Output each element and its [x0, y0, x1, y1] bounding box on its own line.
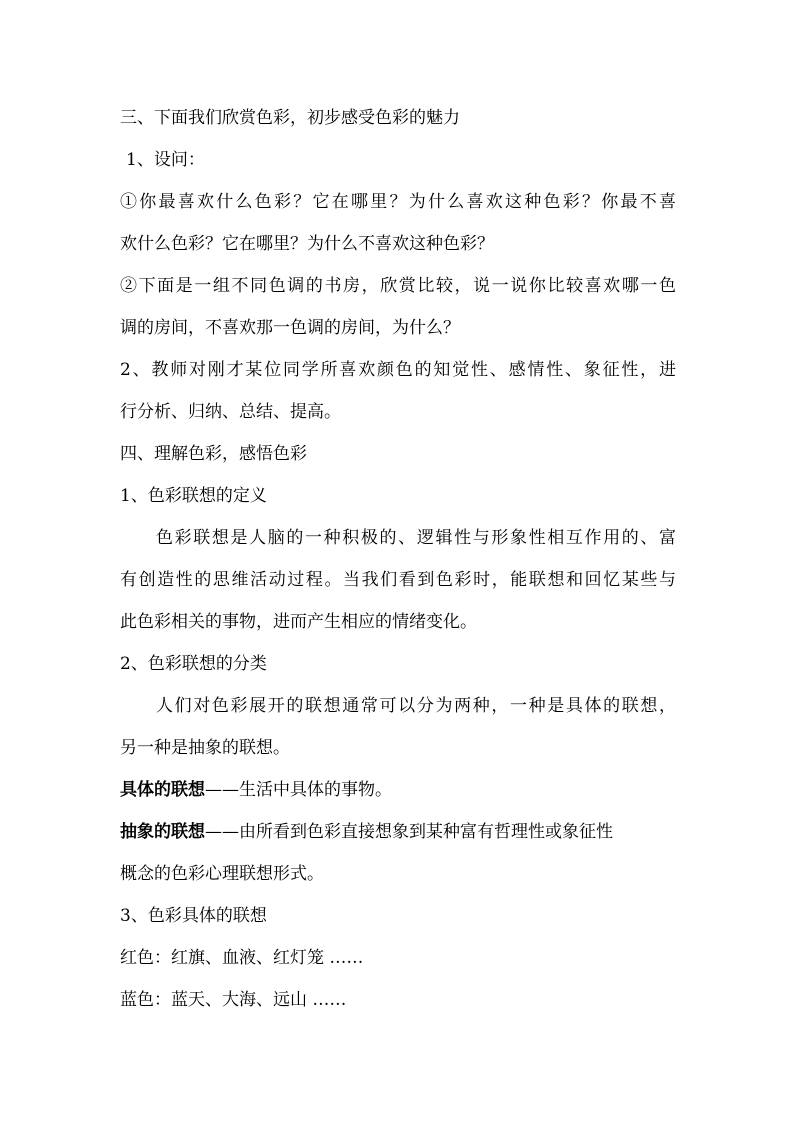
- abstract-association: [120, 812, 613, 852]
- concrete-examples-heading: 3、色彩具体的联想: [120, 906, 267, 926]
- teacher-analysis-line-2: 行分析、归纳、总结、提高。: [120, 402, 341, 422]
- question-label: 1、设问：: [126, 150, 205, 170]
- question-two-line-2: 调的房间，不喜欢那一色调的房间，为什么？: [120, 318, 460, 338]
- section-four-heading: 四、理解色彩，感悟色彩: [120, 444, 307, 464]
- classification-line-1: 人们对色彩展开的联想通常可以分为两种，一种是具体的联想，: [156, 696, 676, 716]
- question-one-line-2: 欢什么色彩？它在哪里？为什么不喜欢这种色彩？: [120, 234, 494, 254]
- abstract-association-definition-2: 概念的色彩心理联想形式。: [120, 864, 324, 884]
- teacher-analysis-line-1: 2、教师对刚才某位同学所喜欢颜色的知觉性、感情性、象征性，进: [120, 360, 676, 380]
- concrete-association-definition: ——生活中具体的事物。: [205, 780, 392, 800]
- classification-line-2: 另一种是抽象的联想。: [120, 738, 290, 758]
- definition-line-3: 此色彩相关的事物，进而产生相应的情绪变化。: [120, 612, 477, 632]
- definition-line-1: 色彩联想是人脑的一种积极的、逻辑性与形象性相互作用的、富: [156, 528, 676, 548]
- blue-examples: 蓝色：蓝天、大海、远山 ……: [120, 990, 347, 1010]
- section-three-heading: 三、下面我们欣赏色彩，初步感受色彩的魅力: [120, 108, 460, 128]
- question-two-line-1: ②下面是一组不同色调的书房，欣赏比较，说一说你比较喜欢哪一色: [120, 276, 676, 296]
- abstract-association-term: 抽象的联想: [120, 822, 205, 842]
- concrete-association-term: 具体的联想: [120, 780, 205, 800]
- concrete-association: [120, 770, 392, 810]
- abstract-association-definition-1: ——由所看到色彩直接想象到某种富有哲理性或象征性: [205, 822, 613, 842]
- question-one-line-1: ①你最喜欢什么色彩？它在哪里？为什么喜欢这种色彩？你最不喜: [120, 192, 676, 212]
- red-examples: 红色：红旗、血液、红灯笼 ……: [120, 948, 364, 968]
- classification-heading: 2、色彩联想的分类: [120, 654, 267, 674]
- definition-line-2: 有创造性的思维活动过程。当我们看到色彩时，能联想和回忆某些与: [120, 570, 676, 590]
- definition-heading: 1、色彩联想的定义: [120, 486, 267, 506]
